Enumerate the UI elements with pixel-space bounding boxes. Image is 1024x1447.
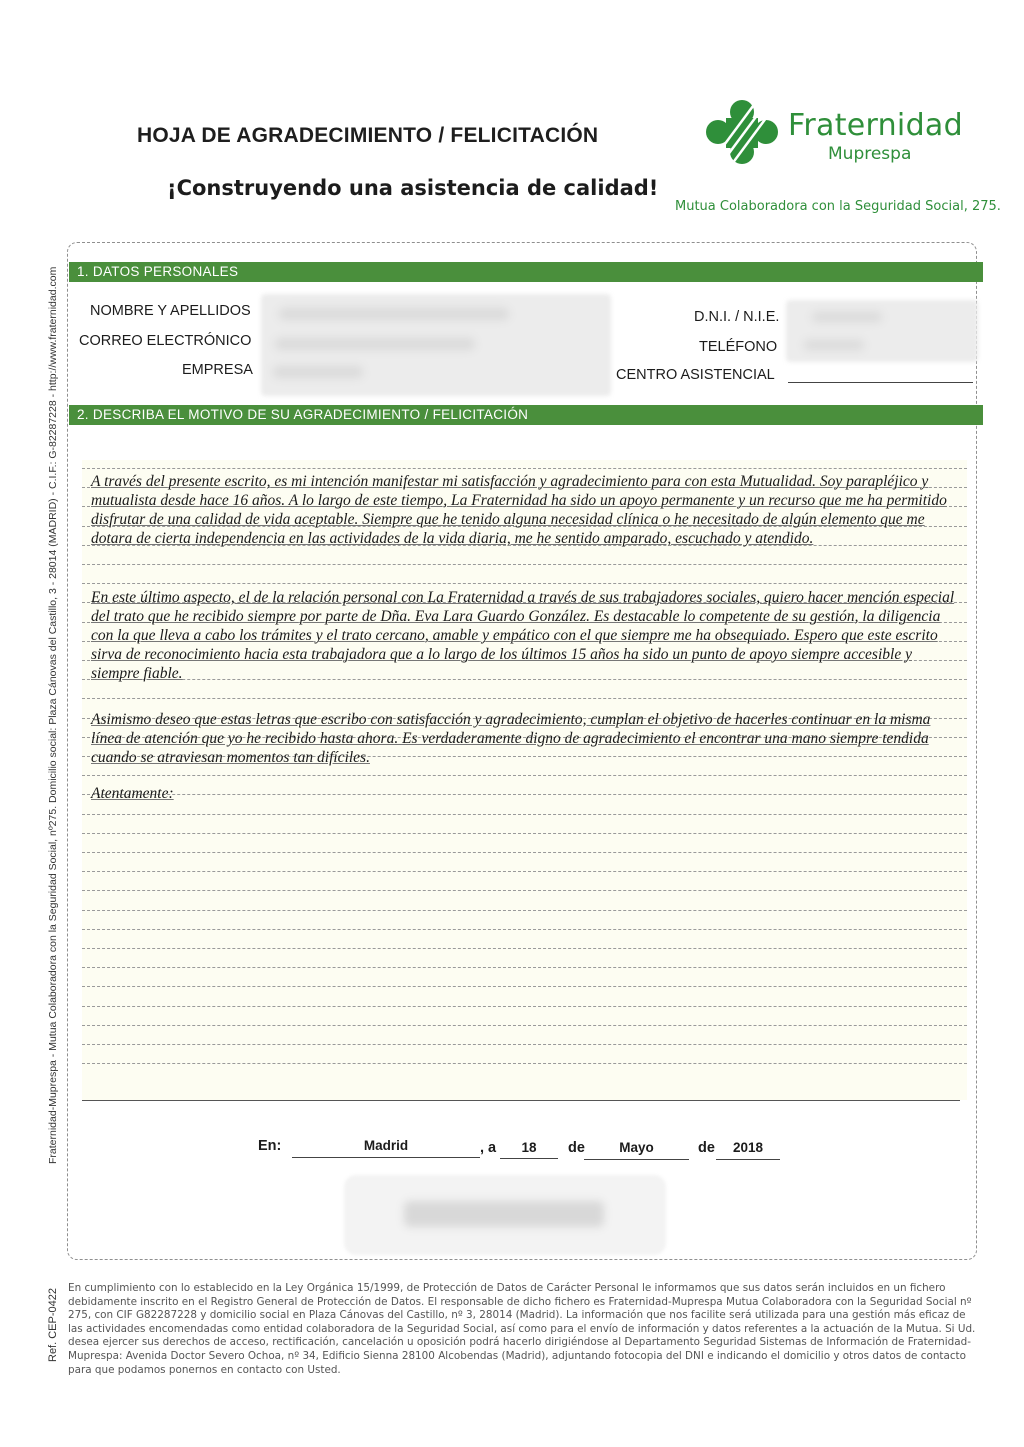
ruled-line (82, 833, 967, 834)
reason-text-area[interactable] (82, 460, 967, 1100)
de-label-2: de (698, 1140, 715, 1156)
side-legal-text: Fraternidad-Muprespa - Mutua Colaboradora con la Seguridad Social, nº275. Domicilio social: Plaza Cánovas del Castillo, 3 - 28014 (MADRID) - C.I.F.: G-82287228 - http://www.fraternidad.com (47, 266, 59, 1164)
form-subtitle: ¡Construyendo una asistencia de calidad! (167, 176, 659, 200)
year-value: 2018 (732, 1140, 764, 1155)
ruled-line (82, 871, 967, 872)
ruled-line (82, 1006, 967, 1007)
ruled-line (82, 929, 967, 930)
ruled-line (82, 698, 967, 699)
label-centro: CENTRO ASISTENCIAL (616, 367, 775, 383)
label-dni: D.N.I. / N.I.E. (694, 309, 780, 325)
closing-text: Atentamente: (91, 785, 174, 802)
day-value: 18 (521, 1140, 537, 1155)
ruled-line (82, 890, 967, 891)
ruled-line (82, 1063, 967, 1064)
a-label: , a (480, 1140, 497, 1156)
brand-subname: Muprespa (828, 144, 912, 164)
section2-header: 2. DESCRIBA EL MOTIVO DE SU AGRADECIMIENTO / FELICITACIÓN (69, 405, 983, 425)
form-title: HOJA DE AGRADECIMIENTO / FELICITACIÓN (137, 124, 599, 147)
ruled-line (82, 967, 967, 968)
section1-header: 1. DATOS PERSONALES (69, 262, 983, 282)
ruled-line (82, 1044, 967, 1045)
ruled-line (82, 1025, 967, 1026)
ruled-line (82, 986, 967, 987)
ruled-line (82, 948, 967, 949)
city-value: Madrid (363, 1138, 409, 1153)
ruled-line (82, 468, 967, 469)
label-empresa: EMPRESA (182, 362, 253, 378)
signature-box[interactable] (344, 1175, 666, 1255)
paragraph-1: A través del presente escrito, es mi intención manifestar mi satisfacción y agradecimiento para con esta Mutualidad. Soy parapléjico y mutualista desde hace 16 años. A lo largo de este tiempo, La Fraternidad ha sido un apoyo permanente y un recurso que me ha permitido disfrutar de una calidad de vida aceptable. Siempre que he tenido alguna necesidad clínica o he necesitado de algún elemento que me dotara de cierta independencia en las actividades de la vida diaria, me he sentido amparado, escuchado y atendido. (91, 473, 947, 547)
ruled-line (82, 852, 967, 853)
year-field[interactable] (716, 1159, 780, 1160)
ruled-line (82, 910, 967, 911)
reference-code: Ref. CEP-0422 (47, 1288, 59, 1362)
ruled-line (82, 564, 967, 565)
label-correo: CORREO ELECTRÓNICO (79, 333, 252, 349)
paragraph-2: En este último aspecto, el de la relación personal con La Fraternidad a través de sus trabajadores sociales, quiero hacer mención especial del trato que he recibido siempre por parte de Dña. Eva Lara Guardo González. Es destacable lo competente de su gestión, la diligencia con la que lleva a cabo los trámites y el trato cercano, amable y empático con el que siempre me ha obsequiado. Espero que este escrito sirva de reconocimiento hacia esta trabajadora que a lo largo de los últimos 15 años ha sido un punto de apoyo siempre accesible y siempre fiable. (91, 589, 955, 682)
city-field[interactable] (292, 1157, 480, 1158)
redacted-personal-data (261, 294, 611, 396)
brand-tagline: Mutua Colaboradora con la Seguridad Social, 275. (675, 199, 1001, 214)
centro-asistencial-field[interactable] (788, 382, 973, 383)
ruled-line (82, 814, 967, 815)
month-value: Mayo (619, 1140, 654, 1155)
label-nombre: NOMBRE Y APELLIDOS (90, 303, 251, 319)
en-label: En: (258, 1138, 282, 1154)
brand-name: Fraternidad (788, 108, 963, 143)
day-field[interactable] (500, 1158, 558, 1159)
redacted-id-phone (786, 300, 978, 362)
label-telefono: TELÉFONO (699, 339, 778, 355)
privacy-footer: En cumplimiento con lo establecido en la Ley Orgánica 15/1999, de Protección de Datos de Carácter Personal le informamos que sus datos serán incluidos en un fichero debidamente inscrito en el Registro General de Protección de Datos. El responsable de dicho fichero es Fraternidad-Muprespa Mutua Colaboradora con la Seguridad Social nº 275, con CIF G82287228 y domicilio social en Plaza Cánovas del Castillo, nº 3, 28014 (Madrid). La información que nos facilite será utilizada para una gestión más eficaz de las actividades encomendadas como entidad colaboradora de la Seguridad Social, así como para el envío de información y datos referentes a la actuación de la Mutua. Si Ud. desea ejercer sus derechos de acceso, rectificación, cancelación u oposición podrá hacerlo dirigiéndose al Departamento Seguridad Sistemas de Información de Fraternidad-Muprespa: Avenida Doctor Severo Ochoa, nº 34, Edificio Sienna 28100 Alcobendas (Madrid), adjuntando fotocopia del DNI e indicando el domicilio y otros datos de contacto para que podamos ponernos en contacto con Usted. (68, 1282, 976, 1376)
ruled-line (82, 775, 967, 776)
text-area-bottom-line (82, 1100, 960, 1101)
month-field[interactable] (584, 1159, 689, 1160)
ruled-line (82, 583, 967, 584)
de-label-1: de (568, 1140, 585, 1156)
paragraph-3: Asimismo deseo que estas letras que escribo con satisfacción y agradecimiento, cumplan el objetivo de hacerles continuar en la misma línea de atención que yo he recibido hasta ahora. Es verdaderamente digno de agradecimiento el encontrar una mano siempre tendida cuando se atraviesan momentos tan difíciles. (91, 711, 931, 766)
